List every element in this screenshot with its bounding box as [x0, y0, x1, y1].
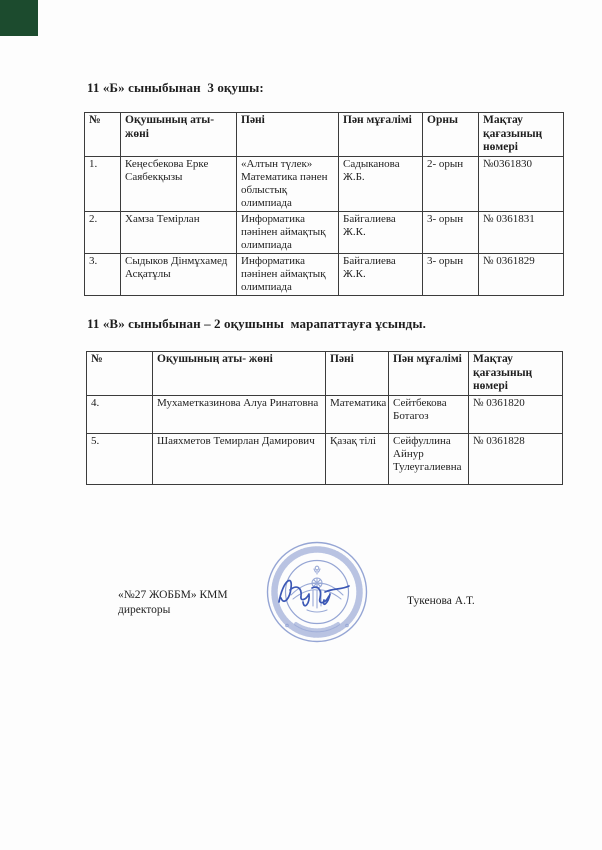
table-cell: 2. [85, 211, 121, 253]
header-row [85, 113, 564, 157]
table-cell: Сейфуллина Айнур Тулеугалиевна [389, 433, 469, 484]
table-cell: Садыканова Ж.Б. [339, 156, 423, 211]
table-cell: Мухаметказинова Алуа Ринатовна [153, 395, 326, 433]
table-cell: Қазақ тілі [326, 433, 389, 484]
table-cell: Сейтбекова Ботагоз [389, 395, 469, 433]
table-cell: 4. [87, 395, 153, 433]
director-role-line: директоры [118, 604, 171, 616]
column-header: Мақтау қағазының нөмері [469, 352, 563, 396]
column-header: Пәні [326, 352, 389, 396]
column-header: Оқушының аты- жөні [153, 352, 326, 396]
table-cell: 5. [87, 433, 153, 484]
header-row [87, 352, 563, 396]
table-cell: Кеңесбекова Ерке Саябекқызы [121, 156, 237, 211]
column-header: Пәні [237, 113, 339, 157]
table-cell: Математика [326, 395, 389, 433]
column-header: Мақтау қағазының нөмері [479, 113, 564, 157]
table-cell: Шаяхметов Темирлан Дамирович [153, 433, 326, 484]
table-cell: № 0361829 [479, 253, 564, 295]
column-header: Орны [423, 113, 479, 157]
table-cell: №0361830 [479, 156, 564, 211]
table-cell: «Алтын түлек» Математика пәнен облыстық олимпиада [237, 156, 339, 211]
stamp-bottom-text-arc [296, 624, 338, 630]
table-cell: 1. [85, 156, 121, 211]
signatory-block [118, 588, 228, 618]
table-cell: Информатика пәнінен аймақтық олимпиада [237, 253, 339, 295]
awards-table-11b [84, 112, 564, 296]
signature [279, 580, 349, 605]
table-cell: 3. [85, 253, 121, 295]
table-cell: Сыдыков Дінмұхамед Асқатұлы [121, 253, 237, 295]
column-header: Пән мұғалімі [389, 352, 469, 396]
table-cell: 3- орын [423, 253, 479, 295]
section-title-11v: 11 «В» сыныбынан – 2 оқушыны марапаттауға ұсынды. [87, 316, 426, 331]
table-cell: Байгалиева Ж.К. [339, 211, 423, 253]
table-cell: 2- орын [423, 156, 479, 211]
column-header: Оқушының аты-жөні [121, 113, 237, 157]
column-header: № [87, 352, 153, 396]
table-row [85, 211, 564, 253]
table-row [87, 395, 563, 433]
table-cell: Байгалиева Ж.К. [339, 253, 423, 295]
table-cell: 3- орын [423, 211, 479, 253]
official-stamp [257, 532, 377, 652]
table-row [87, 433, 563, 484]
column-header: № [85, 113, 121, 157]
column-header: Пән мұғалімі [339, 113, 423, 157]
awards-table-11v [86, 351, 563, 485]
table-row [85, 253, 564, 295]
table-cell: Информатика пәнінен аймақтық олимпиада [237, 211, 339, 253]
section-title-11b: 11 «Б» сыныбынан 3 оқушы: [87, 80, 264, 95]
table-cell: № 0361831 [479, 211, 564, 253]
table-cell: № 0361820 [469, 395, 563, 433]
org-name-line: «№27 ЖОББМ» КММ [118, 589, 228, 601]
table-row [85, 156, 564, 211]
table-cell: Хамза Темірлан [121, 211, 237, 253]
table-cell: № 0361828 [469, 433, 563, 484]
signer-name: Тукенова А.Т. [407, 595, 475, 607]
corner-square [0, 0, 38, 36]
